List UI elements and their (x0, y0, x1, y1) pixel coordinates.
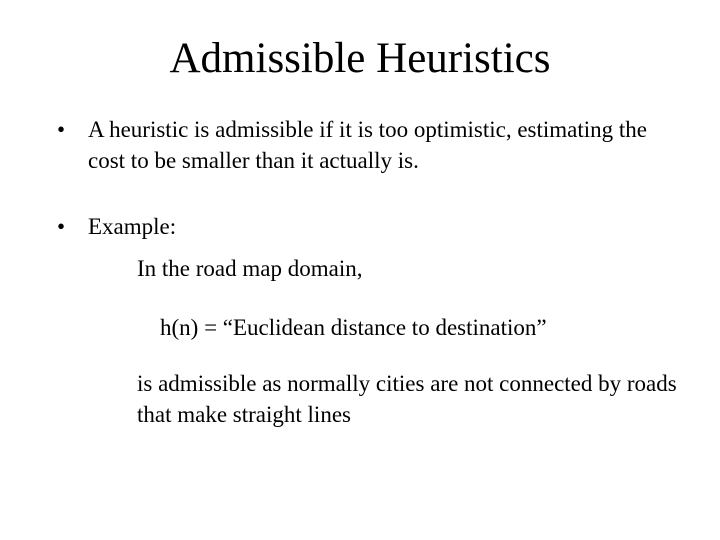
slide-title: Admissible Heuristics (169, 35, 551, 82)
example-intro: In the road map domain, (137, 256, 363, 281)
bullet-item (57, 114, 697, 184)
bullet-marker: • (57, 117, 66, 142)
bullet-text: Example: (88, 214, 177, 239)
bullet-marker: • (57, 214, 66, 239)
bullet-text: A heuristic is admissible if it is too optimistic, estimating the cost to be smaller than it actually is. (88, 117, 647, 173)
bullet-item (57, 211, 257, 245)
example-formula: h(n) = “Euclidean distance to destination” (160, 315, 547, 340)
example-conclusion: is admissible as normally cities are not connected by roads that make straight lines (137, 371, 677, 427)
